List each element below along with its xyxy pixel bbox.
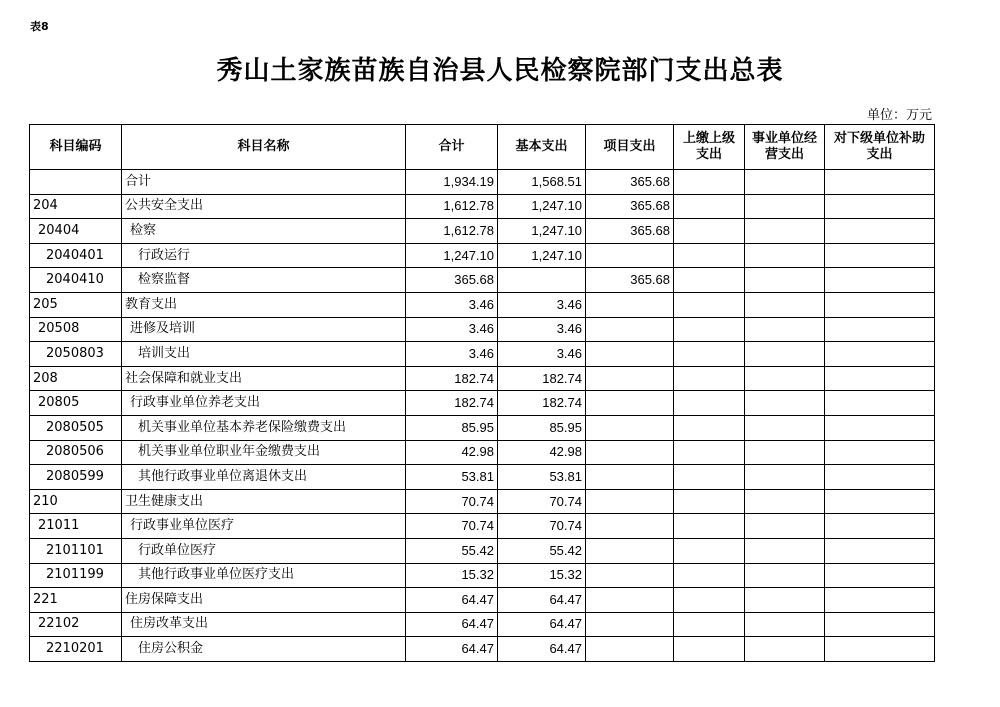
- cell-subsidy: [825, 538, 935, 563]
- cell-project: 365.68: [586, 268, 674, 293]
- cell-basic: 1,247.10: [498, 219, 586, 244]
- cell-business: [745, 563, 825, 588]
- cell-subsidy: [825, 292, 935, 317]
- cell-basic: 3.46: [498, 342, 586, 367]
- cell-project: [586, 440, 674, 465]
- cell-basic: 15.32: [498, 563, 586, 588]
- cell-subsidy: [825, 391, 935, 416]
- cell-subsidy: [825, 268, 935, 293]
- cell-subsidy: [825, 465, 935, 490]
- cell-name: 住房改革支出: [122, 612, 406, 637]
- cell-business: [745, 637, 825, 662]
- cell-total: 1,247.10: [406, 243, 498, 268]
- cell-subsidy: [825, 170, 935, 195]
- cell-business: [745, 317, 825, 342]
- cell-business: [745, 415, 825, 440]
- cell-project: [586, 292, 674, 317]
- cell-remit: [674, 514, 745, 539]
- table-row: [30, 317, 935, 342]
- cell-name: 行政事业单位医疗: [122, 514, 406, 539]
- cell-code: 2040410: [30, 268, 122, 293]
- cell-subsidy: [825, 489, 935, 514]
- cell-code: 21011: [30, 514, 122, 539]
- cell-remit: [674, 538, 745, 563]
- cell-project: [586, 637, 674, 662]
- table-row: [30, 415, 935, 440]
- table-row: [30, 292, 935, 317]
- cell-name: 行政运行: [122, 243, 406, 268]
- cell-name: 住房公积金: [122, 637, 406, 662]
- cell-total: 55.42: [406, 538, 498, 563]
- cell-total: 70.74: [406, 514, 498, 539]
- cell-business: [745, 219, 825, 244]
- cell-business: [745, 292, 825, 317]
- cell-code: 20805: [30, 391, 122, 416]
- table-row: [30, 194, 935, 219]
- cell-project: [586, 514, 674, 539]
- col-header-subsidy: 对下级单位补助支出: [825, 125, 935, 170]
- table-row: [30, 366, 935, 391]
- cell-subsidy: [825, 440, 935, 465]
- cell-remit: [674, 219, 745, 244]
- cell-code: [30, 170, 122, 195]
- expenditure-table: [29, 124, 935, 662]
- cell-code: 205: [30, 292, 122, 317]
- cell-subsidy: [825, 243, 935, 268]
- cell-code: 22102: [30, 612, 122, 637]
- cell-total: 365.68: [406, 268, 498, 293]
- cell-project: [586, 317, 674, 342]
- cell-project: 365.68: [586, 170, 674, 195]
- table-row: [30, 219, 935, 244]
- cell-code: 2080505: [30, 415, 122, 440]
- table-row: [30, 538, 935, 563]
- cell-basic: 1,247.10: [498, 194, 586, 219]
- cell-total: 85.95: [406, 415, 498, 440]
- cell-project: 365.68: [586, 194, 674, 219]
- cell-basic: 3.46: [498, 317, 586, 342]
- cell-project: [586, 465, 674, 490]
- cell-remit: [674, 637, 745, 662]
- cell-remit: [674, 366, 745, 391]
- cell-remit: [674, 465, 745, 490]
- cell-name: 进修及培训: [122, 317, 406, 342]
- table-row: [30, 268, 935, 293]
- cell-basic: 85.95: [498, 415, 586, 440]
- col-header-total: 合计: [406, 125, 498, 170]
- cell-total: 64.47: [406, 612, 498, 637]
- cell-remit: [674, 588, 745, 613]
- cell-total: 70.74: [406, 489, 498, 514]
- cell-total: 3.46: [406, 342, 498, 367]
- cell-project: 365.68: [586, 219, 674, 244]
- cell-total: 182.74: [406, 391, 498, 416]
- cell-code: 2210201: [30, 637, 122, 662]
- cell-remit: [674, 170, 745, 195]
- cell-name: 其他行政事业单位医疗支出: [122, 563, 406, 588]
- cell-business: [745, 170, 825, 195]
- cell-code: 208: [30, 366, 122, 391]
- cell-name: 合计: [122, 170, 406, 195]
- table-row: [30, 243, 935, 268]
- cell-total: 182.74: [406, 366, 498, 391]
- cell-business: [745, 538, 825, 563]
- cell-remit: [674, 563, 745, 588]
- page-title: 秀山土家族苗族自治县人民检察院部门支出总表: [216, 56, 784, 86]
- cell-project: [586, 342, 674, 367]
- cell-business: [745, 514, 825, 539]
- cell-name: 行政单位医疗: [122, 538, 406, 563]
- table-row: [30, 588, 935, 613]
- table-body: [30, 170, 935, 662]
- cell-total: 1,612.78: [406, 194, 498, 219]
- cell-business: [745, 268, 825, 293]
- cell-name: 其他行政事业单位离退休支出: [122, 465, 406, 490]
- cell-project: [586, 563, 674, 588]
- cell-code: 2080599: [30, 465, 122, 490]
- cell-business: [745, 489, 825, 514]
- cell-code: 221: [30, 588, 122, 613]
- cell-code: 2080506: [30, 440, 122, 465]
- cell-project: [586, 489, 674, 514]
- cell-business: [745, 366, 825, 391]
- cell-subsidy: [825, 415, 935, 440]
- cell-name: 教育支出: [122, 292, 406, 317]
- cell-name: 培训支出: [122, 342, 406, 367]
- cell-code: 204: [30, 194, 122, 219]
- cell-basic: 1,568.51: [498, 170, 586, 195]
- cell-business: [745, 465, 825, 490]
- cell-project: [586, 612, 674, 637]
- cell-basic: 64.47: [498, 588, 586, 613]
- col-header-name: 科目名称: [122, 125, 406, 170]
- table-row: [30, 637, 935, 662]
- cell-basic: [498, 268, 586, 293]
- col-header-project: 项目支出: [586, 125, 674, 170]
- cell-basic: 70.74: [498, 514, 586, 539]
- cell-total: 42.98: [406, 440, 498, 465]
- cell-subsidy: [825, 219, 935, 244]
- table-header-row: [30, 125, 935, 170]
- cell-basic: 3.46: [498, 292, 586, 317]
- col-header-business: 事业单位经营支出: [745, 125, 825, 170]
- table-row: [30, 489, 935, 514]
- cell-project: [586, 243, 674, 268]
- cell-business: [745, 342, 825, 367]
- cell-name: 机关事业单位基本养老保险缴费支出: [122, 415, 406, 440]
- table-row: [30, 514, 935, 539]
- cell-remit: [674, 194, 745, 219]
- cell-subsidy: [825, 317, 935, 342]
- cell-project: [586, 588, 674, 613]
- cell-basic: 53.81: [498, 465, 586, 490]
- cell-code: 2101101: [30, 538, 122, 563]
- cell-subsidy: [825, 342, 935, 367]
- cell-remit: [674, 292, 745, 317]
- col-header-code: 科目编码: [30, 125, 122, 170]
- table-row: [30, 391, 935, 416]
- cell-name: 检察监督: [122, 268, 406, 293]
- cell-name: 行政事业单位养老支出: [122, 391, 406, 416]
- cell-project: [586, 391, 674, 416]
- cell-name: 社会保障和就业支出: [122, 366, 406, 391]
- cell-remit: [674, 317, 745, 342]
- cell-total: 64.47: [406, 588, 498, 613]
- cell-basic: 55.42: [498, 538, 586, 563]
- cell-total: 3.46: [406, 317, 498, 342]
- cell-name: 机关事业单位职业年金缴费支出: [122, 440, 406, 465]
- cell-business: [745, 440, 825, 465]
- cell-subsidy: [825, 194, 935, 219]
- cell-business: [745, 588, 825, 613]
- cell-subsidy: [825, 612, 935, 637]
- cell-project: [586, 538, 674, 563]
- cell-code: 2040401: [30, 243, 122, 268]
- cell-name: 卫生健康支出: [122, 489, 406, 514]
- cell-basic: 42.98: [498, 440, 586, 465]
- table-row: [30, 440, 935, 465]
- cell-remit: [674, 391, 745, 416]
- table-row: [30, 465, 935, 490]
- cell-business: [745, 391, 825, 416]
- cell-remit: [674, 268, 745, 293]
- cell-subsidy: [825, 514, 935, 539]
- cell-basic: 70.74: [498, 489, 586, 514]
- cell-code: 2101199: [30, 563, 122, 588]
- cell-name: 住房保障支出: [122, 588, 406, 613]
- cell-basic: 64.47: [498, 637, 586, 662]
- cell-business: [745, 194, 825, 219]
- cell-remit: [674, 415, 745, 440]
- cell-basic: 1,247.10: [498, 243, 586, 268]
- table-row: [30, 342, 935, 367]
- col-header-basic: 基本支出: [498, 125, 586, 170]
- cell-basic: 64.47: [498, 612, 586, 637]
- table-number: 表8: [30, 20, 49, 33]
- cell-total: 1,934.19: [406, 170, 498, 195]
- cell-code: 20404: [30, 219, 122, 244]
- cell-subsidy: [825, 563, 935, 588]
- cell-code: 210: [30, 489, 122, 514]
- cell-project: [586, 415, 674, 440]
- cell-business: [745, 243, 825, 268]
- cell-total: 15.32: [406, 563, 498, 588]
- cell-project: [586, 366, 674, 391]
- cell-total: 3.46: [406, 292, 498, 317]
- cell-code: 20508: [30, 317, 122, 342]
- cell-business: [745, 612, 825, 637]
- table-row: [30, 170, 935, 195]
- cell-subsidy: [825, 588, 935, 613]
- cell-total: 64.47: [406, 637, 498, 662]
- cell-remit: [674, 243, 745, 268]
- table-row: [30, 563, 935, 588]
- table-row: [30, 612, 935, 637]
- unit-label: 单位：万元: [866, 108, 932, 123]
- cell-subsidy: [825, 637, 935, 662]
- col-header-remit: 上缴上级支出: [674, 125, 745, 170]
- cell-remit: [674, 440, 745, 465]
- cell-subsidy: [825, 366, 935, 391]
- cell-basic: 182.74: [498, 366, 586, 391]
- cell-name: 公共安全支出: [122, 194, 406, 219]
- cell-name: 检察: [122, 219, 406, 244]
- cell-total: 1,612.78: [406, 219, 498, 244]
- cell-remit: [674, 342, 745, 367]
- cell-total: 53.81: [406, 465, 498, 490]
- cell-basic: 182.74: [498, 391, 586, 416]
- cell-remit: [674, 612, 745, 637]
- cell-code: 2050803: [30, 342, 122, 367]
- cell-remit: [674, 489, 745, 514]
